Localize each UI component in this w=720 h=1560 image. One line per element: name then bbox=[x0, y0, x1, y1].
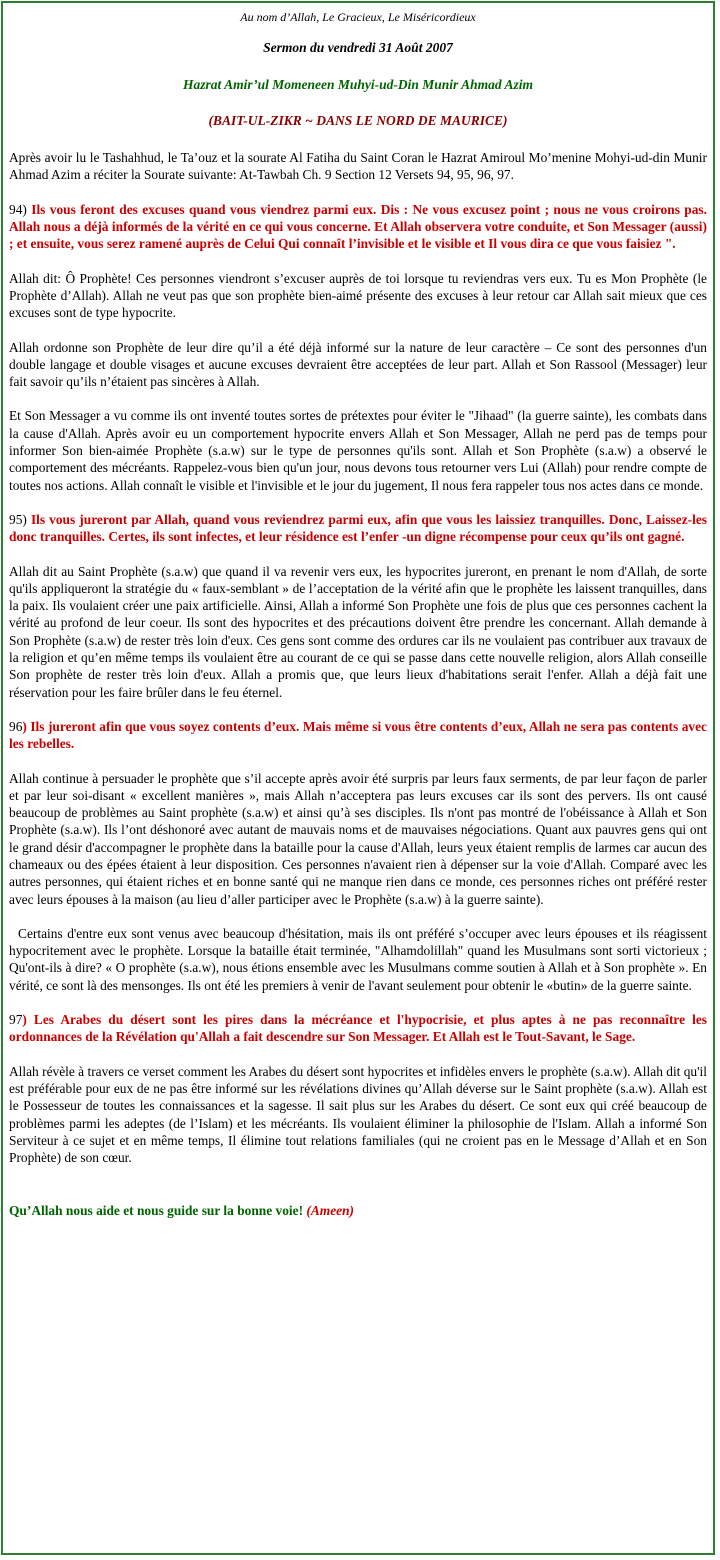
verse-number: 94) bbox=[9, 201, 27, 217]
verse-text: Ils vous feront des excuses quand vous viendrez parmi eux. Dis : Ne vous excusez point ; nous ne vous croirons pas. Allah nous a déjà informés de la vérité en ce qui vous concerne. Et Allah observera votre conduite, et Son Messager (aussi) ; et ensuite, vous serez ramené auprès de Celui Qui connaît l’invisible et le visible et Il vous dira ce que vous faisiez ". bbox=[9, 201, 707, 252]
sermon-title: Sermon du vendredi 31 Août 2007 bbox=[263, 40, 453, 56]
verse-number: 95) bbox=[9, 511, 27, 527]
closing-prayer bbox=[9, 1202, 707, 1219]
commentary-paragraph: Certains d'entre eux sont venus avec beaucoup d'hésitation, mais ils ont préféré s’occuper avec leurs épouses et ils réagissent hypocritement avec le prophète. Lorsque la bataille était terminée, "Alhamdolillah" quand les Musulmans sont sorti victorieux ; Qu'ont-ils à dire? « O prophète (s.a.w), nous étions ensemble avec les Musulmans comme soutien à Allah et à Son prophète ». En vérité, ce sont là des mensonges. Ils ont été les premiers à venir de l'avant seulement pour obtenir le «butin» de la guerre sainte. bbox=[9, 925, 711, 993]
document-frame bbox=[1, 1, 715, 1555]
intro-paragraph: Après avoir lu le Tashahhud, le Ta’ouz et la sourate Al Fatiha du Saint Coran le Hazrat Amiroul Mo’menine Mohyi-ud-din Munir Ahmad Azim a réciter la Sourate suivante: At-Tawbah Ch. 9 Section 12 Versets 94, 95, 96, 97. bbox=[9, 150, 707, 183]
verse-text: Ils vous jureront par Allah, quand vous reviendrez parmi eux, afin que vous les laissiez tranquilles. Donc, Laissez-les donc tranquilles. Certes, ils sont infectes, et leur résidence est l’enfer -un digne récompense pour ceux qu’ils ont gagné. bbox=[9, 511, 707, 545]
sermon-content bbox=[9, 9, 711, 1220]
bismillah-line: Au nom d’Allah, Le Gracieux, Le Miséricordieux bbox=[240, 10, 476, 24]
speaker-name: Hazrat Amir’ul Momeneen Muhyi-ud-Din Munir Ahmad Azim bbox=[182, 76, 534, 92]
ameen-text: (Ameen) bbox=[306, 1203, 354, 1219]
commentary-paragraph: Allah ordonne son Prophète de leur dire qu’il a été déjà informé sur la nature de leur caractère – Ce sont des personnes d'un double langage et double visages et aucune excuses devraient être acceptées de leur part. Allah et Son Rassool (Messager) leur fait savoir qu’ils n’étaient pas sincères à Allah. bbox=[9, 339, 707, 390]
verse-95 bbox=[9, 511, 707, 546]
commentary-paragraph: Allah dit: Ô Prophète! Ces personnes viendront s’excuser auprès de toi lorsque tu reviendras vers eux. Tu es Mon Prophète (le Prophète d’Allah). Allah ne veut pas que son prophète bien-aimé présente des excuses à leur retour car Allah sait mieux que ces excuses sont de type hypocrite. bbox=[9, 270, 707, 321]
verse-97 bbox=[9, 1011, 707, 1046]
verse-96 bbox=[9, 718, 707, 753]
verse-94 bbox=[9, 201, 707, 253]
venue-line: (BAIT-UL-ZIKR ~ DANS LE NORD DE MAURICE) bbox=[208, 112, 508, 128]
commentary-paragraph: Allah révèle à travers ce verset comment les Arabes du désert sont hypocrites et infidèles envers le prophète (s.a.w). Allah dit qu'il est préférable pour eux de ne pas être informé sur les révélations divines qu’Allah déverse sur le Saint prophète (s.a.w). Allah est le Possesseur de toutes les connaissances et la sagesse. Il sait plus sur les Arabes du désert. Ce sont eux qui créé beaucoup de problèmes parmi les adeptes (de l’Islam) et les mécréants. Ils voulaient éliminer la philosophie de l'Islam. Allah a informé Son Serviteur à ce sujet et en même temps, Il élimine tout relations familiales (qui ne croient pas en le Message d’Allah et en Son Prophète) de son cœur. bbox=[9, 1063, 707, 1166]
commentary-paragraph: Allah dit au Saint Prophète (s.a.w) que quand il va revenir vers eux, les hypocrites jureront, en prenant le nom d'Allah, de sorte qu'ils appliqueront la stratégie du « faux-semblant » de l’acceptation de la vérité afin que le prophète les laissent tranquilles, dans la paix. Ils voulaient créer une paix artificielle. Ainsi, Allah a informé Son Prophète une fois de plus que ces personnes cachent la vérité au profond de leur coeur. Ils sont des hypocrites et des précautions doivent être prendre les concernant. Allah demande à Son Prophète (s.a.w) de rester très loin d'eux. Ces gens sont comme des ordures car ils ne voulaient pas contribuer aux travaux de la religion et qu’en même temps ils voulaient être au courant de ce qui se passe dans cette nouvelle religion, alors Allah conseille Son prophète de rester très loin d'eux. Allah a promis que, que leurs lieux d'habitations serait l'enfer. Allah a déjà fait une réservation pour les faire brûler dans le feu éternel. bbox=[9, 563, 707, 700]
verse-number: 97 bbox=[9, 1012, 23, 1028]
verse-number: 96 bbox=[9, 718, 23, 734]
verse-text: ) Les Arabes du désert sont les pires dans la mécréance et l'hypocrisie, et plus aptes à ne pas reconnaître les ordonnances de la Révélation qu'Allah a fait descendre sur Son Messager. Et Allah est le Tout-Savant, le Sage. bbox=[9, 1012, 707, 1045]
closing-text: Qu’Allah nous aide et nous guide sur la bonne voie! bbox=[9, 1203, 307, 1219]
verse-text: ) Ils jureront afin que vous soyez contents d’eux. Mais même si vous être contents d’eux, Allah ne sera pas contents avec les rebelles. bbox=[9, 718, 707, 752]
commentary-paragraph: Et Son Messager a vu comme ils ont inventé toutes sortes de prétextes pour éviter le "Jihaad" (la guerre sainte), les combats dans la cause d'Allah. Après avoir eu un comportement hypocrite envers Allah et Son Messager, Allah ne perd pas de temps pour informer Son bien-aimée Prophète (s.a.w) sur le type de personnes qu'ils sont. Allah et Son Prophète (s.a.w) a observé le comportement des mécréants. Rappelez-vous bien qu'un jour, nous devons tous retourner vers Lui (Allah) pour rendre compte de toutes nos actions. Allah connaît le visible et l'invisible et le jour du jugement, Il nous fera rappeler tous nos actes dans ce monde. bbox=[9, 408, 707, 493]
commentary-paragraph: Allah continue à persuader le prophète que s’il accepte après avoir été surpris par leurs faux serments, de par leur façon de parler et par leur soi-disant « excellent manières », mais Allah n’acceptera pas leurs excuses car ils sont des pervers. Ils ont causé beaucoup de problèmes au Saint prophète (s.a.w) et ainsi qu’à ses disciples. Ils n'ont pas montré de l'obéissance à Allah et Son Prophète (s.a.w). Ils l’ont déshonoré avec autant de mauvais noms et de mauvaises négociations. Quant aux pauvres gens qui ont le grand désir d'accompagner le prophète dans la bataille pour la cause d'Allah, leurs yeux étaient remplis de larmes car aucun des chameaux ou des épées étaient à leur disposition. Ces personnes n'avaient rien à dépenser sur la voie d'Allah. Comparé avec les autres personnes, qui étaient riches et en bonne santé qui ne manque rien dans ce monde, ces personnes riches ont préféré rester avec leurs épouses à la maison (au lieu d’aller participer avec le Prophète (s.a.w) à la guerre sainte). bbox=[9, 770, 707, 907]
